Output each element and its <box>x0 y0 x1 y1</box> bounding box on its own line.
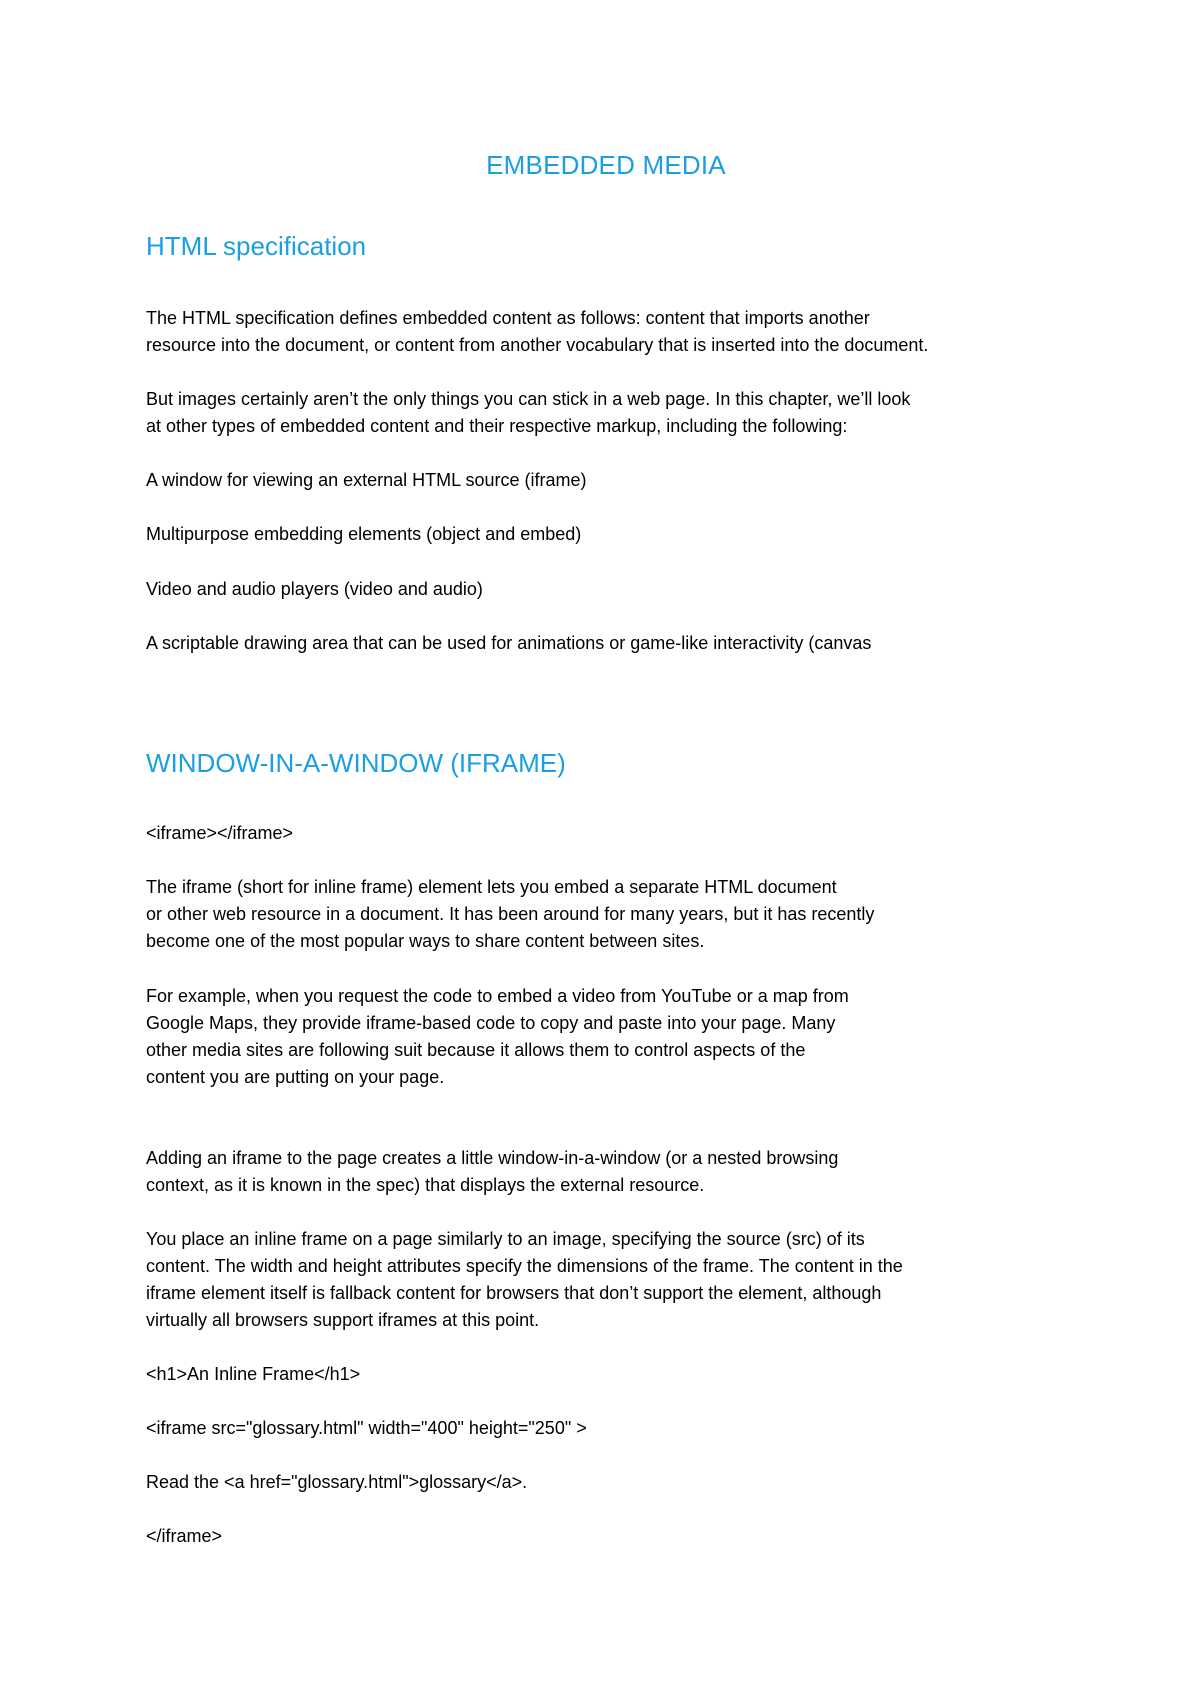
code-line-glossary-link: Read the <a href="glossary.html">glossary</a>. <box>146 1472 528 1492</box>
document-title: EMBEDDED MEDIA <box>486 150 726 180</box>
text-line: context, as it is known in the spec) that displays the external resource. <box>146 1175 705 1195</box>
text-line: virtually all browsers support iframes at this point. <box>146 1310 540 1330</box>
text-line: at other types of embedded content and their respective markup, including the following: <box>146 416 848 436</box>
text-line: The iframe (short for inline frame) element lets you embed a separate HTML document <box>146 877 837 897</box>
text-line: The HTML specification defines embedded content as follows: content that imports another <box>146 308 870 328</box>
text-line: content you are putting on your page. <box>146 1067 445 1087</box>
paragraph-youtube-example <box>146 983 1066 1091</box>
list-item-video-audio: Video and audio players (video and audio) <box>146 579 483 599</box>
list-item-object-embed: Multipurpose embedding elements (object and embed) <box>146 524 582 544</box>
paragraph-nested-browsing-context <box>146 1145 1066 1199</box>
code-iframe-tag: <iframe></iframe> <box>146 823 294 843</box>
text-line: resource into the document, or content from another vocabulary that is inserted into the document. <box>146 335 929 355</box>
code-line-iframe-src: <iframe src="glossary.html" width="400" height="250" > <box>146 1418 587 1438</box>
text-line: You place an inline frame on a page similarly to an image, specifying the source (src) of its <box>146 1229 865 1249</box>
text-line: content. The width and height attributes specify the dimensions of the frame. The content in the <box>146 1256 903 1276</box>
text-line: For example, when you request the code to embed a video from YouTube or a map from <box>146 986 849 1006</box>
list-item-canvas: A scriptable drawing area that can be used for animations or game-like interactivity (canvas <box>146 633 872 653</box>
text-line: Adding an iframe to the page creates a little window-in-a-window (or a nested browsing <box>146 1148 839 1168</box>
section-heading-html-specification: HTML specification <box>146 231 367 261</box>
paragraph-other-embedded-types <box>146 386 1066 440</box>
section-heading-window-in-a-window: WINDOW-IN-A-WINDOW (IFRAME) <box>146 748 566 778</box>
list-item-iframe: A window for viewing an external HTML source (iframe) <box>146 470 587 490</box>
text-line: Google Maps, they provide iframe-based code to copy and paste into your page. Many <box>146 1013 836 1033</box>
text-line: But images certainly aren’t the only things you can stick in a web page. In this chapter, we’ll look <box>146 389 911 409</box>
text-line: other media sites are following suit because it allows them to control aspects of the <box>146 1040 806 1060</box>
code-line-h1: <h1>An Inline Frame</h1> <box>146 1364 361 1384</box>
text-line: or other web resource in a document. It has been around for many years, but it has recently <box>146 904 875 924</box>
code-line-iframe-close: </iframe> <box>146 1526 223 1546</box>
paragraph-spec-definition <box>146 305 1066 359</box>
text-line: become one of the most popular ways to share content between sites. <box>146 931 705 951</box>
paragraph-inline-frame-usage <box>146 1226 1066 1334</box>
text-line: iframe element itself is fallback content for browsers that don’t support the element, although <box>146 1283 882 1303</box>
paragraph-iframe-intro <box>146 874 1066 955</box>
